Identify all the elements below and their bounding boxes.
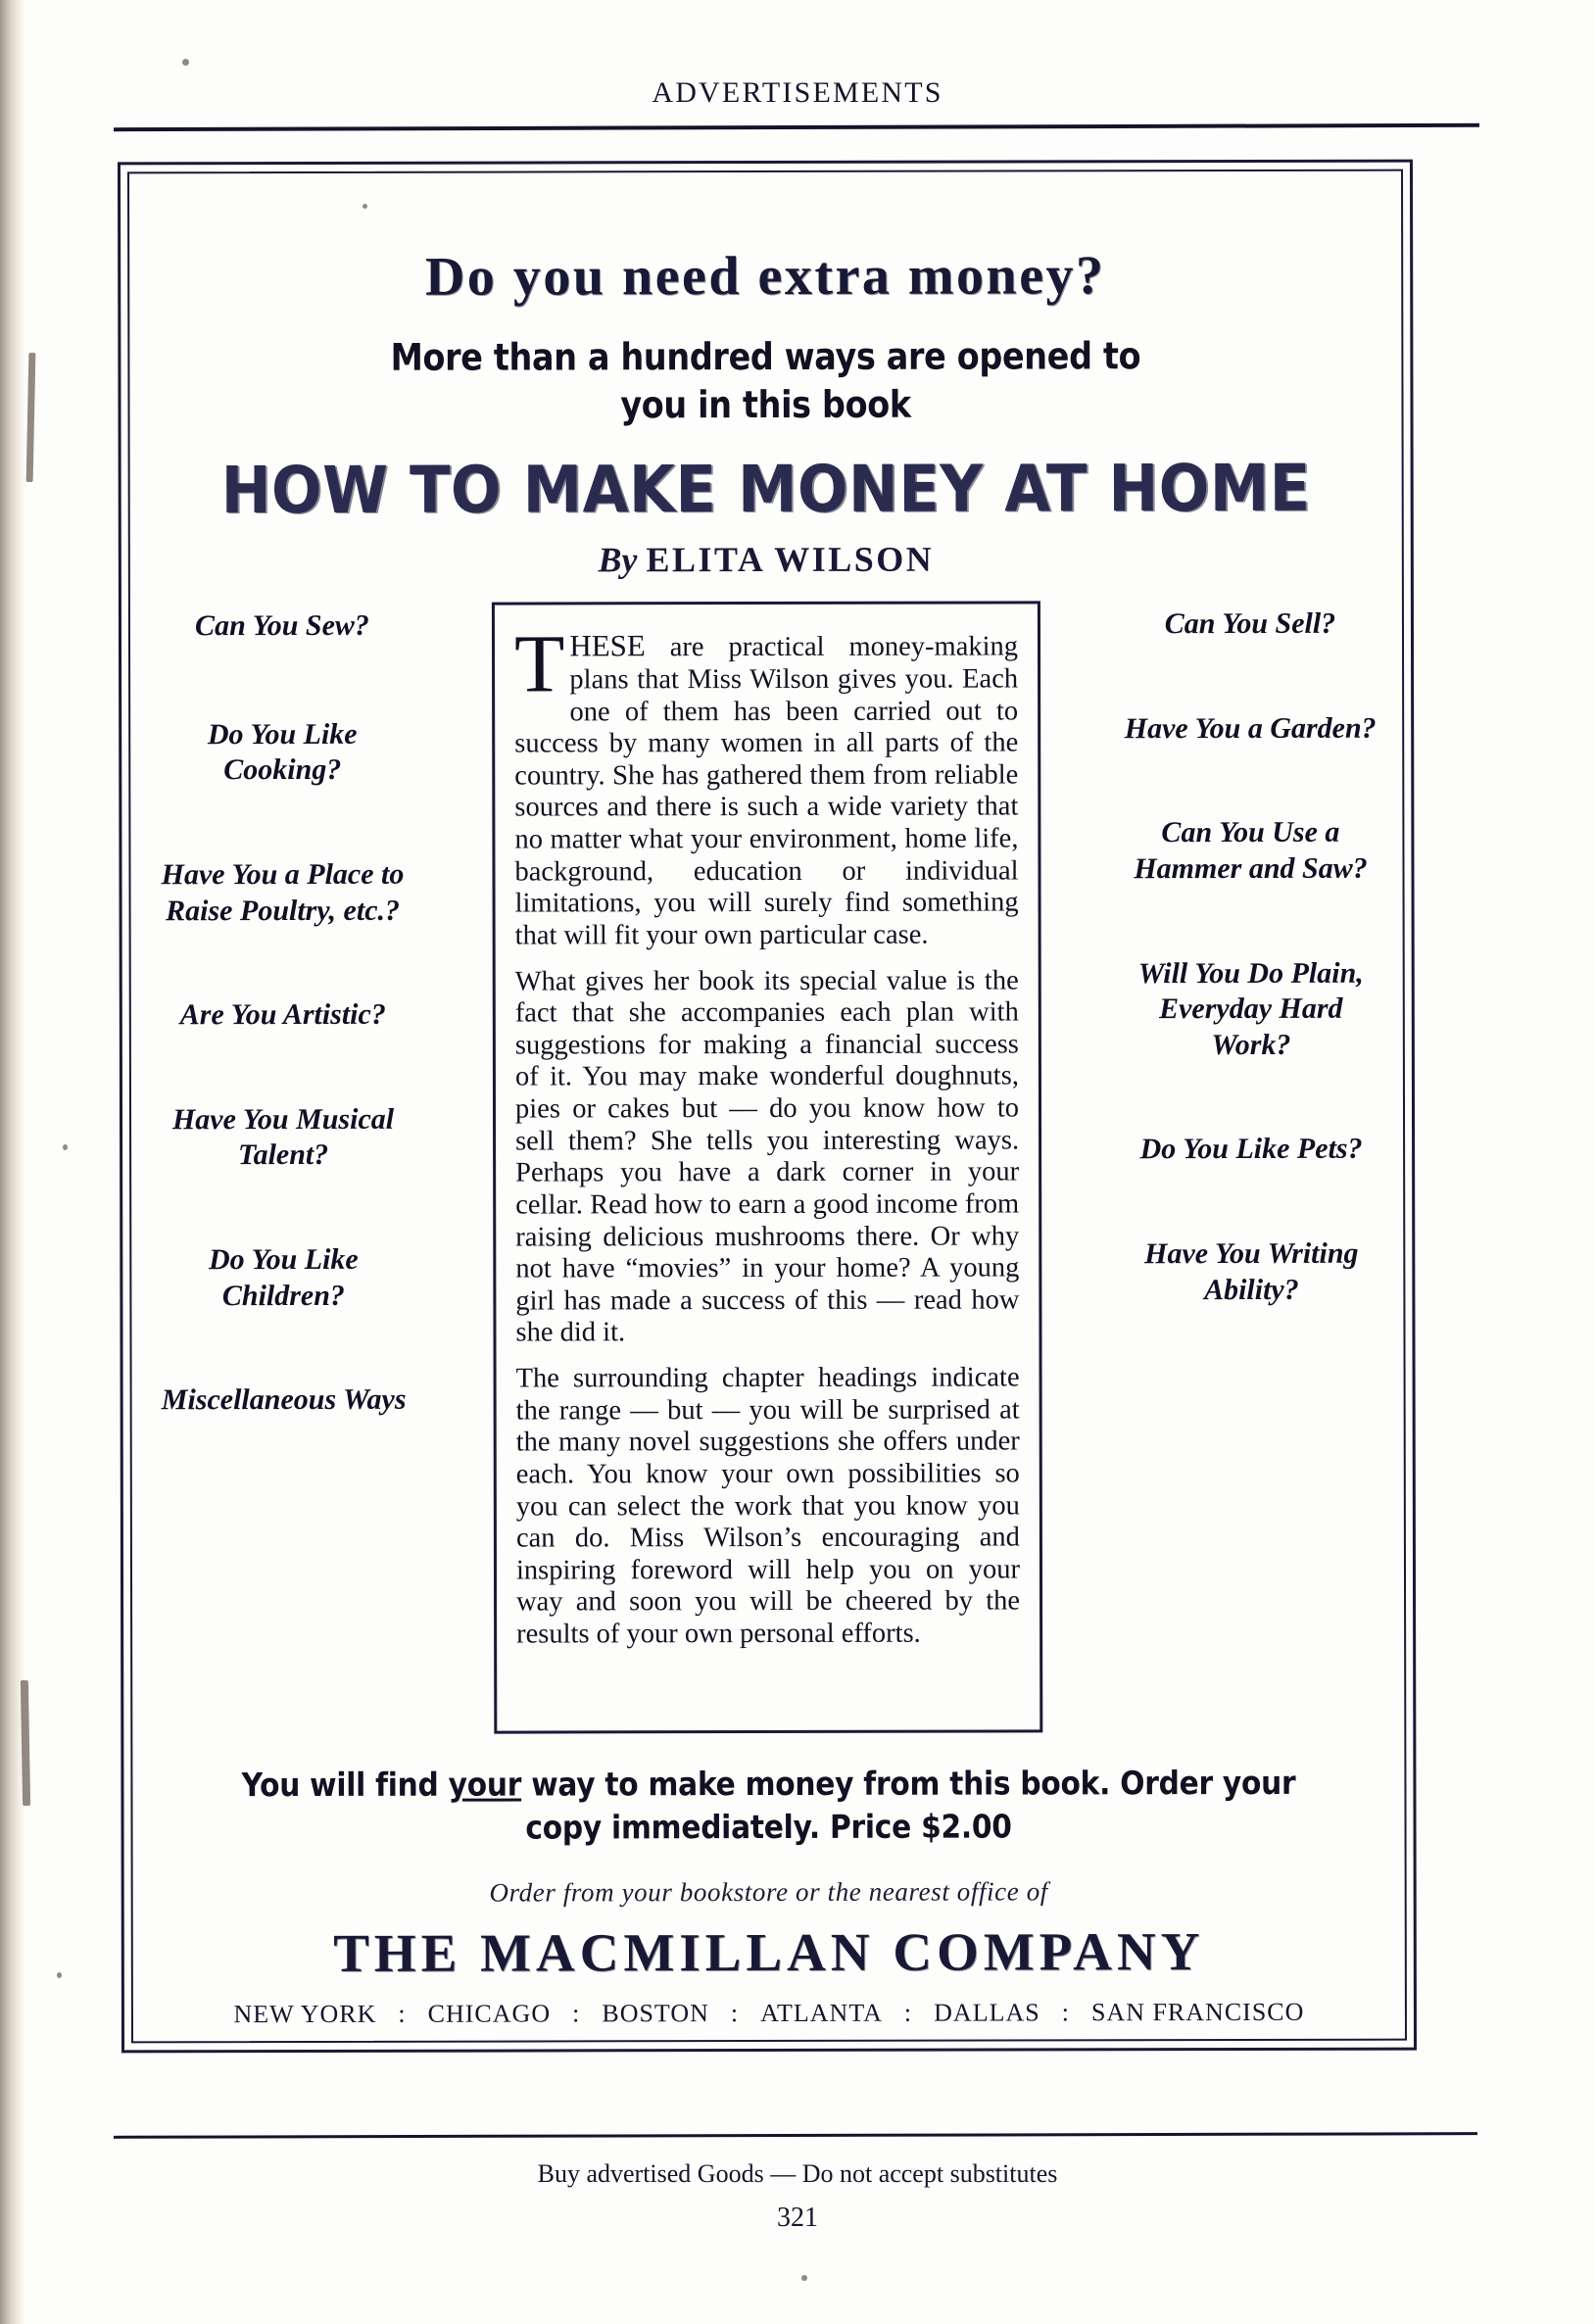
publisher-name: THE MACMILLAN COMPANY (333, 1921, 1205, 1984)
byline-by-word: By (598, 540, 638, 580)
body-copy-box (492, 602, 1042, 1734)
three-column-region (156, 601, 1378, 1735)
city-item: CHICAGO (427, 1999, 552, 2029)
scan-edge-artifact (0, 0, 25, 2324)
right-question-item: Have You a Garden? (1124, 711, 1377, 746)
running-head-text: ADVERTISEMENTS (652, 76, 943, 109)
advertisement-border-inner (127, 169, 1407, 2044)
cta-text-after: way to make money from this book. Order your copy immediately. Price $2.00 (521, 1764, 1296, 1847)
publisher-city-list (159, 1998, 1379, 2030)
right-question-item: Will You Do Plain, Everyday Hard Work? (1137, 956, 1364, 1061)
scan-speck (21, 1680, 30, 1806)
body-paragraph-1-text: are practical money-making plans that Miss Wilson gives you. Each one of them has been carried out to success by many women in all parts of the country. She has gathered them from reliable sources and there is such a wide variety that no matter what your environment, home life, background, education or individual limitations, you will surely find something that will fit your own particular case. (514, 631, 1019, 951)
city-separator: : (1061, 1998, 1070, 2027)
ad-subhead-line-1: More than a hundred ways are opened to (390, 334, 1141, 379)
city-separator: : (730, 1999, 740, 2028)
left-question-item: Miscellaneous Ways (161, 1382, 407, 1417)
cta-text-before: You will find (241, 1765, 449, 1805)
left-question-column (156, 603, 418, 1735)
scan-speck (26, 353, 36, 482)
body-paragraph-2: What gives her book its special value is the fact that she accompanies each plan with suggestions for making a financial success of it. You may make wonderful doughnuts, pies or cakes but — do you know how to sell them? She tells you interesting ways. Perhaps you have a dark corner in your cellar. Read how to earn a good income from raising delicious mushrooms there. Or why not have “movies” in your home? A young girl has made a success of this — read how she did it. (514, 964, 1020, 1348)
right-question-item: Do You Like Pets? (1139, 1133, 1363, 1166)
right-question-item: Can You Sell? (1164, 607, 1336, 641)
body-copy-wrapper (416, 602, 1118, 1734)
ad-subhead (228, 332, 1303, 430)
running-head (0, 76, 1595, 110)
cta-emphasis: your (448, 1765, 522, 1804)
left-question-item: Are You Artistic? (179, 998, 386, 1032)
left-question-item: Can You Sew? (195, 609, 369, 643)
left-question-item: Have You a Place to Raise Poultry, etc.? (161, 857, 405, 927)
scan-speck (801, 2275, 807, 2281)
call-to-action (219, 1762, 1319, 1849)
city-item: BOSTON (602, 1999, 709, 2028)
book-title: HOW TO MAKE MONEY AT HOME (220, 451, 1311, 529)
ad-subhead-line-2: you in this book (620, 382, 911, 426)
scan-speck (57, 1972, 62, 1978)
city-separator: : (903, 1999, 913, 2028)
right-question-item: Have You Writing Ability? (1144, 1236, 1359, 1306)
left-question-item: Do You Like Children? (208, 1242, 359, 1312)
city-separator: : (572, 1999, 581, 2028)
ad-kicker-headline: Do you need extra money? (424, 245, 1106, 308)
byline-author-name: ELITA WILSON (646, 539, 935, 580)
city-item: ATLANTA (760, 1999, 883, 2028)
left-question-item: Have You Musical Talent? (171, 1102, 395, 1172)
city-separator: : (398, 2000, 407, 2029)
right-question-item: Can You Use a Hammer and Saw? (1134, 816, 1368, 886)
order-instruction: Order from your bookstore or the nearest office of (489, 1876, 1048, 1908)
book-byline (156, 538, 1377, 582)
footer-rule (114, 2132, 1477, 2139)
left-question-item: Do You Like Cooking? (207, 717, 358, 787)
city-item: DALLAS (934, 1998, 1040, 2027)
right-question-column (1116, 601, 1378, 1733)
body-paragraph-1 (513, 618, 1019, 952)
page-number: 321 (777, 2203, 818, 2233)
body-paragraph-3: The surrounding chapter headings indicate the range — but — you will be surprised at the many novel suggestions she offers under each. You know your own possibilities so you can select the work that you know you can do. Miss Wilson’s encouraging and inspiring foreword will help you on your way and soon you will be cheered by the results of your own personal efforts. (515, 1362, 1021, 1650)
drop-cap: T (513, 618, 565, 710)
scan-speck (182, 59, 189, 66)
footer-note: Buy advertised Goods — Do not accept substitutes (537, 2159, 1058, 2188)
city-item: SAN FRANCISCO (1090, 1998, 1305, 2027)
advertisement-border-outer (118, 160, 1417, 2054)
city-item: NEW YORK (233, 2000, 377, 2029)
body-lead-word: HESE (569, 628, 646, 663)
header-rule (114, 123, 1479, 131)
scan-speck (63, 1144, 68, 1150)
